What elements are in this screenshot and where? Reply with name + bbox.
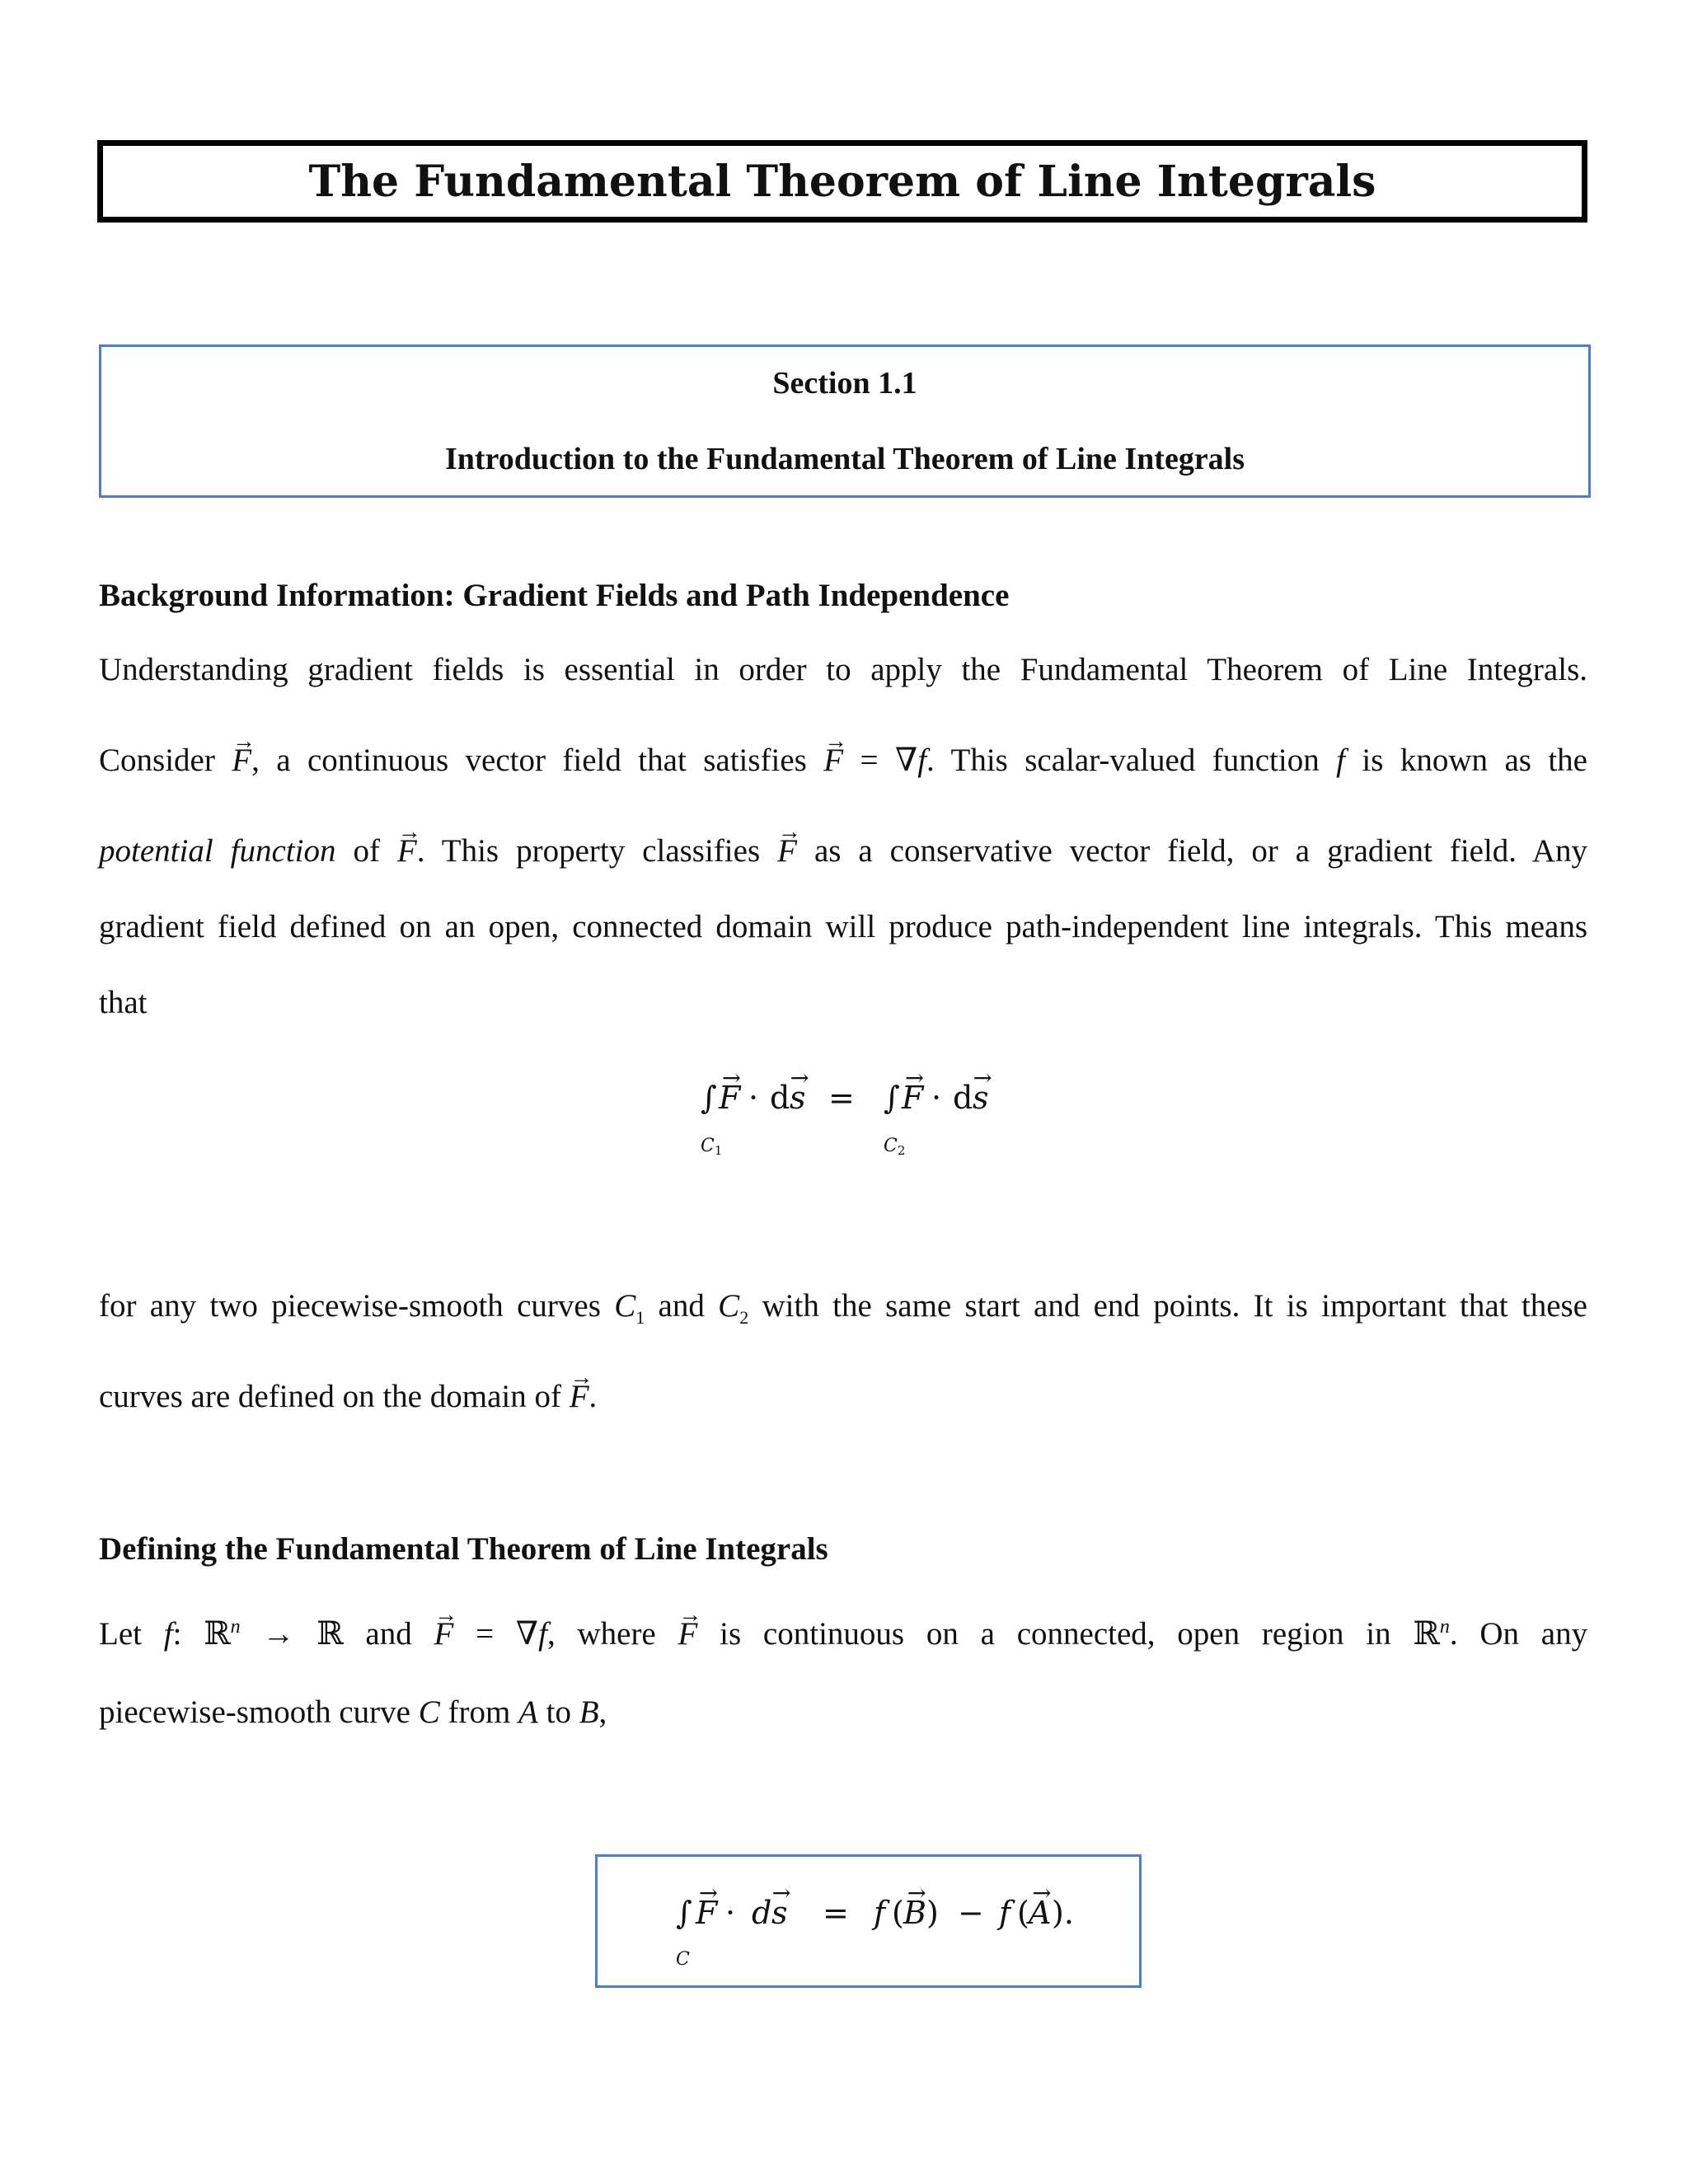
after-line-1 [99,1290,1587,1327]
text: , a continuous vector field that satisfies [251,743,807,778]
subscript-1: 1 [635,1306,645,1328]
vector-F: → F [902,1080,923,1116]
vector-F: → F [570,1380,589,1413]
equals-nabla: = ∇ [860,743,918,778]
text: is known as the [1362,743,1587,778]
potential-function-term: potential function [99,833,336,869]
subscript-2: 2 [739,1306,749,1328]
vector-F: → F [434,1618,453,1650]
vector-F: → F [696,1895,717,1931]
text: for any two piecewise-smooth curves [99,1288,601,1324]
section-number: Section 1.1 [772,366,917,401]
text: , [598,1694,607,1730]
vector-A: → A [1029,1895,1051,1931]
equals-sign: = [823,1895,849,1931]
theorem-heading: Defining the Fundamental Theorem of Line Integrals [99,1531,828,1567]
text: , where [546,1616,656,1652]
text: with the same start and end points. It is important that these [762,1288,1587,1324]
point-A: A [518,1694,538,1730]
background-heading: Background Information: Gradient Fields and Path Independence [99,578,1010,613]
reals-symbol: ℝ [1413,1616,1440,1652]
background-line-2 [99,744,1587,776]
background-line-1: Understanding gradient fields is essential in order to apply the Fundamental Theorem of Line Integrals. [99,652,1587,687]
background-line-5: that [99,985,148,1020]
text: is continuous on a connected, open region in [720,1616,1391,1652]
point-B: B [579,1694,599,1730]
integral-sign: ∫ [884,1080,900,1116]
background-line-3 [99,835,1587,867]
text: and [365,1616,412,1652]
vector-F: → F [777,835,797,867]
vector-s: → s [973,1080,989,1116]
after-line-2 [99,1380,1587,1413]
reals-symbol: ℝ [204,1616,231,1652]
function-f: f [163,1616,173,1652]
dot-operator: · [725,1895,736,1931]
page-title: The Fundamental Theorem of Line Integrals [308,156,1376,207]
vector-F: → F [678,1618,698,1650]
section-box [99,344,1591,498]
curve-C1 [614,1288,645,1328]
C: C [884,1136,898,1156]
subscript-2: 2 [897,1143,906,1158]
curve-C: C [418,1694,440,1730]
vector-F: → F [232,744,251,776]
function-f: f [1336,743,1345,778]
minus-sign: − [958,1895,984,1931]
reals-symbol: ℝ [316,1616,344,1652]
arrow-symbol: → [262,1616,295,1652]
text: Consider [99,743,215,778]
C: C [701,1136,715,1156]
text: from [448,1694,511,1730]
differential-d: d [953,1080,973,1116]
text: . This property classifies [416,833,761,869]
vector-s: → s [790,1080,806,1116]
dot-operator: · [931,1080,942,1116]
theorem-result-equation: ∫ → F · d → s = f ( → B ) − f ( → A ). C [676,1895,1121,1977]
curve-C2 [718,1288,749,1328]
nabla-symbol: ∇ [515,1616,539,1652]
text: and [658,1288,705,1324]
text: of [353,833,380,869]
function-signature: f: ℝ$^n$ → ℝ [163,1616,344,1652]
C: C [614,1288,636,1324]
curve-C2-label [884,1136,905,1158]
text: Let [99,1616,142,1652]
theorem-line-2 [99,1696,1587,1728]
equals-sign: = [828,1080,855,1116]
text: to [546,1694,571,1730]
vector-s: → s [771,1895,788,1931]
function-f: f [874,1895,886,1931]
equals-sign: = [476,1616,495,1652]
integral-sign: ∫ [701,1080,717,1116]
text: as a conservative vector field, or a gradient field. Any [814,833,1588,869]
vector-F: → F [719,1080,740,1116]
theorem-result-box [595,1854,1142,1988]
function-f: f [917,743,927,778]
differential-d: d [770,1080,790,1116]
text: . On any [1449,1616,1588,1652]
integral-sign: ∫ [676,1895,692,1931]
exponent-n: n [1439,1616,1450,1638]
theorem-line-1 [99,1617,1587,1650]
title-box [97,140,1587,223]
subscript-1: 1 [714,1143,723,1158]
text: . [588,1379,598,1414]
background-line-4: gradient field defined on an open, connected domain will produce path-independent line integrals. This means [99,909,1587,944]
exponent-n: n [230,1616,241,1638]
curve-C-label: C [676,1949,690,1970]
section-subtitle: Introduction to the Fundamental Theorem of Line Integrals [444,442,1245,476]
vector-F: → F [397,835,417,867]
text: piecewise-smooth curve [99,1694,410,1730]
text: curves are defined on the domain of [99,1379,561,1414]
dot-operator: · [748,1080,759,1116]
curve-C1-label [701,1136,722,1158]
vector-B: → B [903,1895,926,1931]
function-f: f [538,1616,547,1652]
C: C [718,1288,740,1324]
text: . This scalar-valued function [926,743,1320,778]
vector-F: → F [823,744,843,776]
function-f: f [999,1895,1011,1931]
differential-d: d [752,1895,772,1931]
